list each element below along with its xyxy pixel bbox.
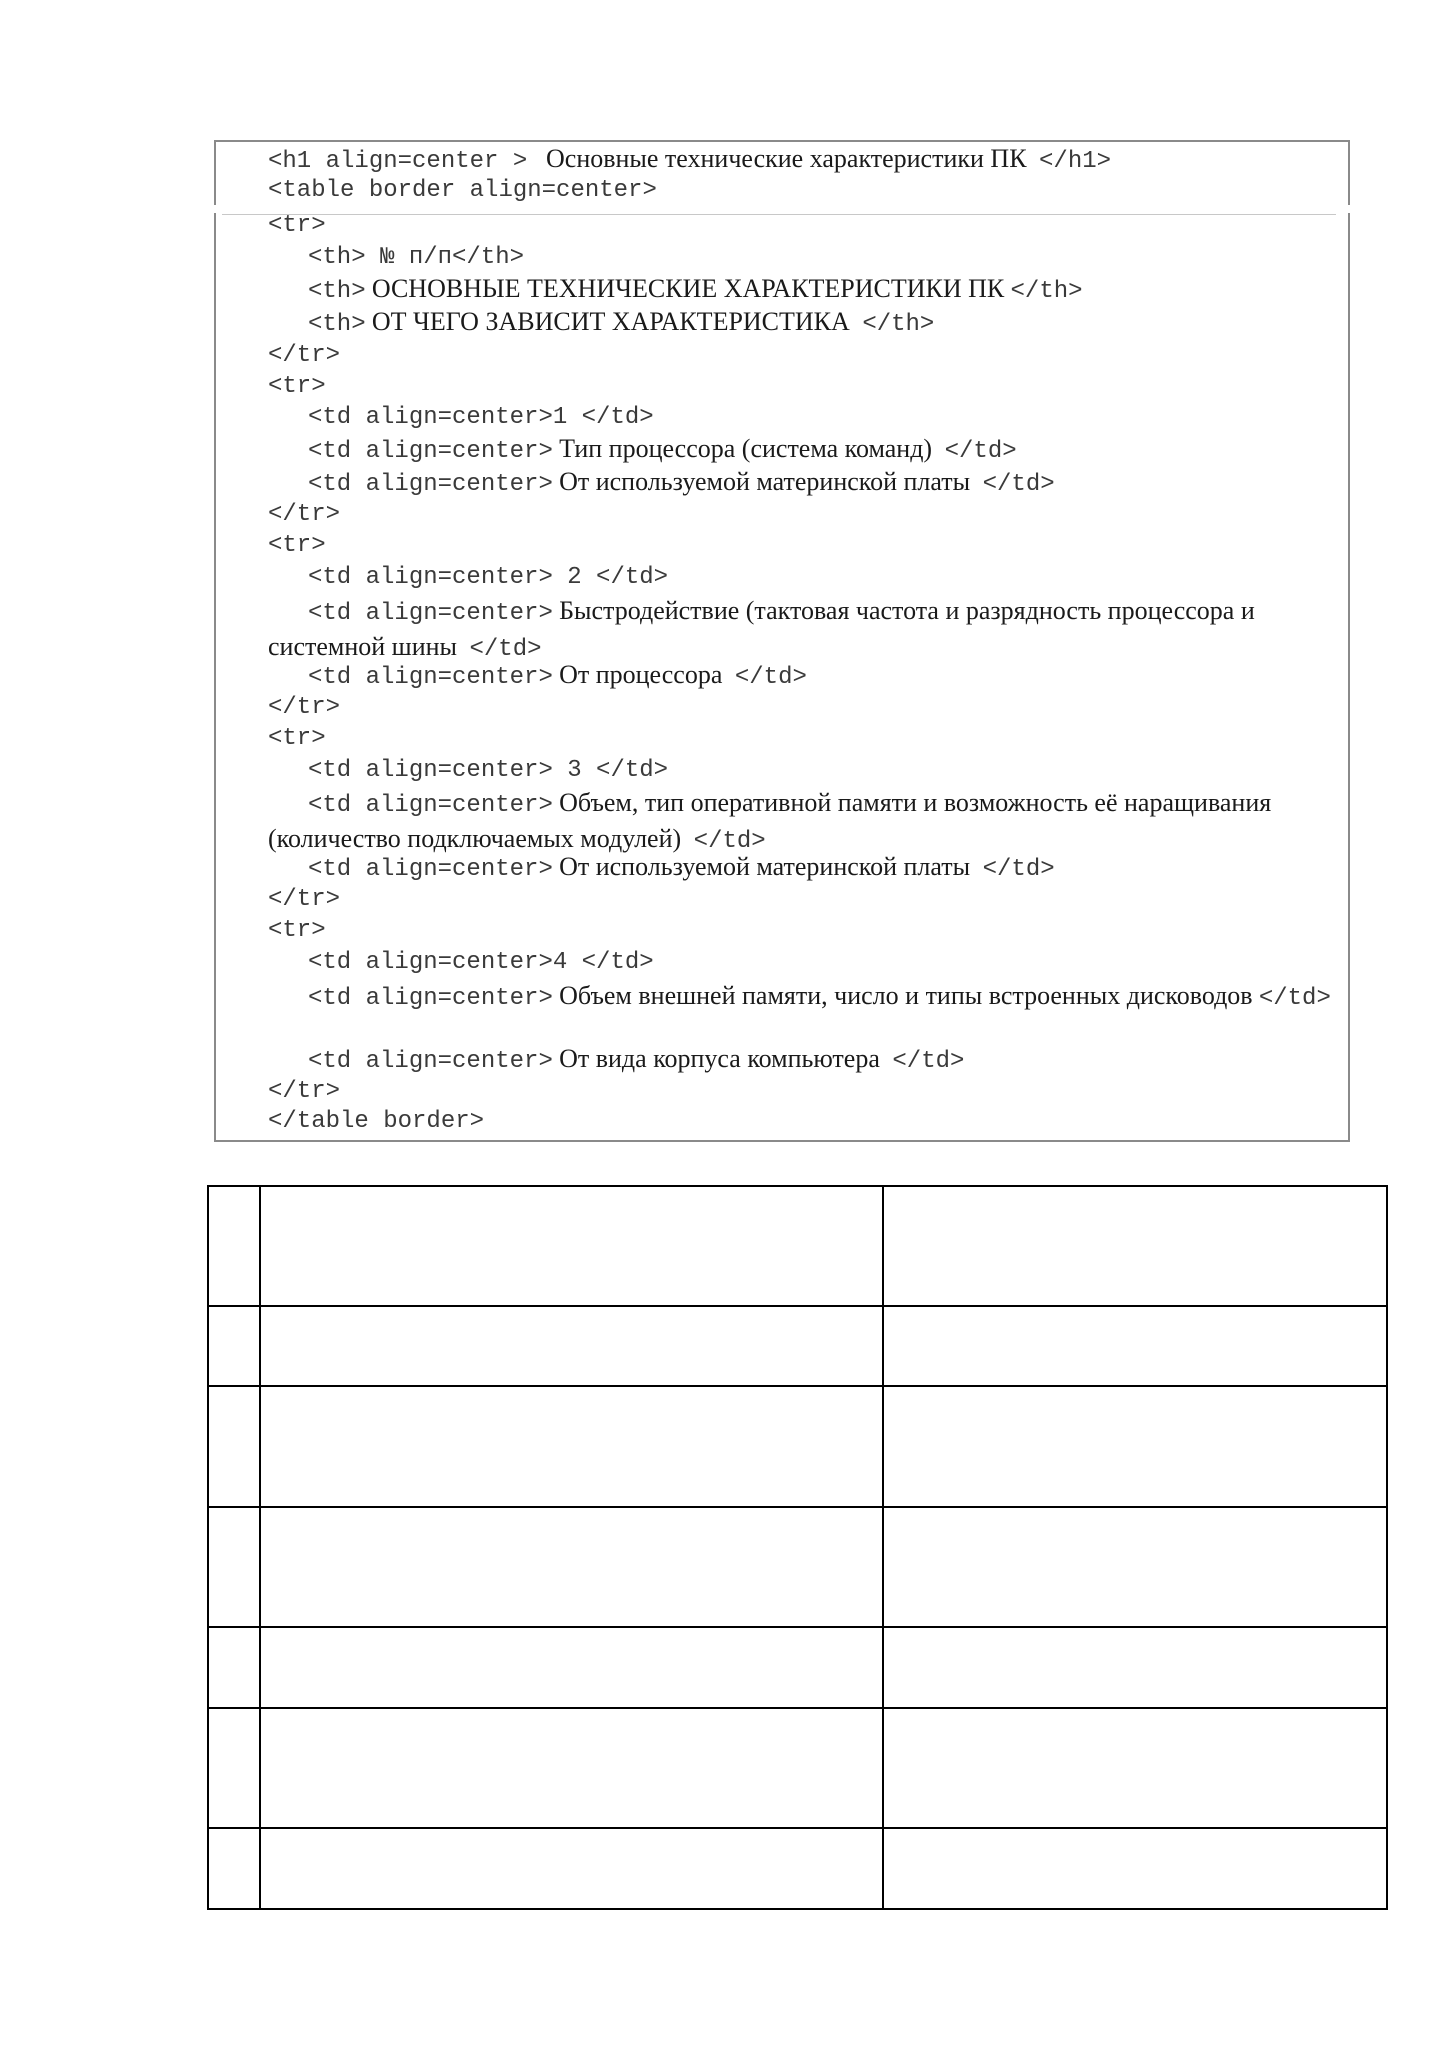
code-line-th-characteristics: <th> ОСНОВНЫЕ ТЕХНИЧЕСКИЕ ХАРАКТЕРИСТИКИ ПК </th>: [308, 274, 1083, 305]
code-line-td-4: <td align=center>4 </td>: [308, 949, 654, 976]
code-line-tr-close: </tr>: [268, 694, 341, 721]
code-line-td-case: <td align=center> От вида корпуса компьютера </td>: [308, 1044, 965, 1075]
table-cell: [260, 1507, 883, 1627]
code-line-tr-open: <tr>: [268, 532, 326, 559]
table-row: [208, 1507, 1387, 1627]
code-line-td-performance: <td align=center> Быстродействие (тактовая частота и разрядность процессора и системной шины </td>: [268, 596, 1255, 663]
code-line-td-external-memory: <td align=center> Объем внешней памяти, число и типы встроенных дисководов </td>: [308, 981, 1331, 1012]
code-line-h1: <h1 align=center > Основные технические характеристики ПК </h1>: [268, 144, 1112, 175]
table-row: [208, 1386, 1387, 1507]
table-cell: [883, 1708, 1387, 1828]
table-cell: [883, 1627, 1387, 1708]
code-line-td-motherboard-2: <td align=center> От используемой материнской платы </td>: [308, 852, 1055, 883]
table-cell: [260, 1306, 883, 1386]
code-line-td-ram: <td align=center> Объем, тип оперативной памяти и возможность её наращивания (количество подключаемых модулей) </td>: [268, 788, 1272, 855]
table-cell: [208, 1186, 260, 1306]
table-cell: [883, 1306, 1387, 1386]
code-line-tr-open: <tr>: [268, 373, 326, 400]
code-line-td-3: <td align=center> 3 </td>: [308, 757, 669, 784]
code-line-table-close: </table border>: [268, 1108, 485, 1135]
table-row: [208, 1627, 1387, 1708]
table-cell: [883, 1828, 1387, 1909]
table-cell: [883, 1186, 1387, 1306]
table-cell: [208, 1828, 260, 1909]
table-cell: [208, 1306, 260, 1386]
table-row: [208, 1306, 1387, 1386]
table-cell: [260, 1708, 883, 1828]
code-line-tr-open: <tr>: [268, 212, 326, 239]
code-line-td-cpu-type: <td align=center> Тип процессора (система команд) </td>: [308, 434, 1017, 465]
table-cell: [208, 1627, 260, 1708]
table-cell: [883, 1507, 1387, 1627]
code-line-tr-close: </tr>: [268, 501, 341, 528]
table-cell: [260, 1828, 883, 1909]
table-row: [208, 1708, 1387, 1828]
code-line-tr-close: </tr>: [268, 342, 341, 369]
html-code-listing: [214, 140, 1350, 1142]
code-line-th-depends: <th> ОТ ЧЕГО ЗАВИСИТ ХАРАКТЕРИСТИКА </th>: [308, 307, 935, 338]
table-cell: [260, 1627, 883, 1708]
table-cell: [260, 1186, 883, 1306]
code-line-tr-close: </tr>: [268, 886, 341, 913]
table-row: [208, 1186, 1387, 1306]
table-cell: [208, 1507, 260, 1627]
code-line-tr-close: </tr>: [268, 1078, 341, 1105]
table-cell: [260, 1386, 883, 1507]
table-cell: [208, 1708, 260, 1828]
code-line-th-number: <th> № п/п</th>: [308, 244, 525, 271]
code-line-td-cpu: <td align=center> От процессора </td>: [308, 660, 807, 691]
table-row: [208, 1828, 1387, 1909]
answer-table: [207, 1185, 1388, 1910]
code-line-td-2: <td align=center> 2 </td>: [308, 564, 669, 591]
table-cell: [208, 1386, 260, 1507]
code-line-td-motherboard: <td align=center> От используемой материнской платы </td>: [308, 467, 1055, 498]
table-cell: [883, 1386, 1387, 1507]
code-line-tr-open: <tr>: [268, 725, 326, 752]
code-line-tr-open: <tr>: [268, 917, 326, 944]
code-line-td-1: <td align=center>1 </td>: [308, 404, 654, 431]
code-line-table-open: <table border align=center>: [268, 177, 657, 204]
